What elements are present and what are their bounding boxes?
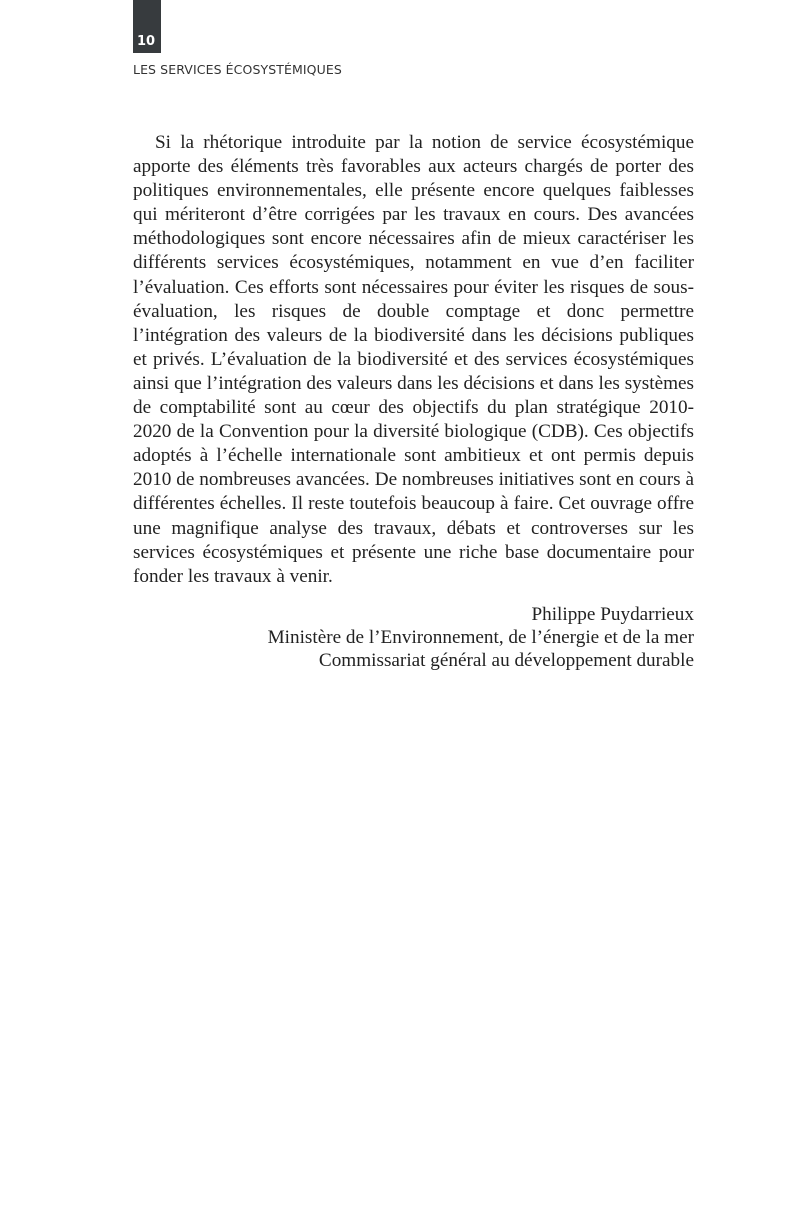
- signature-ministry: Ministère de l’Environnement, de l’énergie et de la mer: [267, 626, 694, 648]
- running-title: LES SERVICES ÉCOSYSTÉMIQUES: [133, 62, 342, 77]
- signature-department: Commissariat général au développement durable: [318, 649, 694, 671]
- signature-block: [133, 603, 694, 672]
- signature-name: Philippe Puydarrieux: [531, 603, 694, 625]
- page-content: [133, 131, 694, 672]
- page-number: 10: [137, 34, 156, 49]
- body-paragraph: Si la rhétorique introduite par la notion de service écosystémique apporte des éléments très favorables aux acteurs chargés de porter des politiques environnementales, elle présente encore quelques faiblesses qui mériteront d’être corrigées par les travaux en cours. Des avancées méthodologiques sont encore nécessaires afin de mieux caractériser les différents services écosystémiques, notamment en vue d’en faciliter l’évaluation. Ces efforts sont nécessaires pour éviter les risques de sous-évaluation, les risques de double comptage et donc permettre l’intégration des valeurs de la biodiversité dans les décisions publiques et privés. L’évaluation de la biodiversité et des services écosystémiques ainsi que l’intégration des valeurs dans les décisions et dans les systèmes de comptabilité sont au cœur des objectifs du plan stratégique 2010-2020 de la Convention pour la diversité biologique (CDB). Ces objectifs adoptés à l’échelle internationale sont ambitieux et ont permis depuis 2010 de nombreuses avancées. De nombreuses initiatives sont en cours à différentes échelles. Il reste toutefois beaucoup à faire. Cet ouvrage offre une magnifique analyse des travaux, débats et controverses sur les services écosystémiques et présente une riche base documentaire pour fonder les travaux à venir.: [133, 132, 694, 587]
- page-number-tab: [133, 0, 161, 53]
